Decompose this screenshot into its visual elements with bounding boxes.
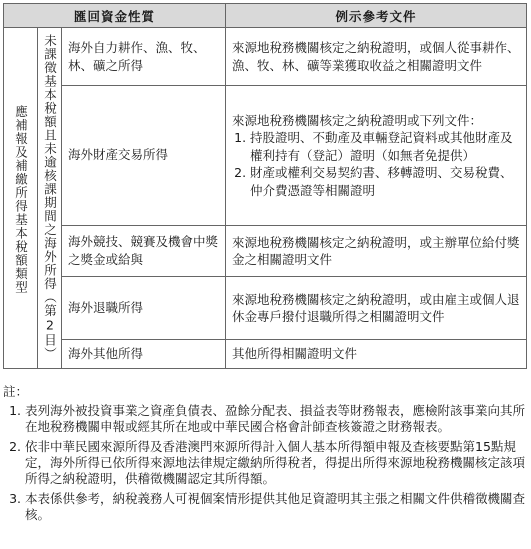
note-item: 2. 依非中華民國來源所得及香港澳門來源所得計入個人基本所得額申報及查核要點第15點規定，海外所得已依所得來源地法律規定繳納所得稅者，得提出所得來源地稅務機關核定該項所得之納稅證明，供稽徵機關認定其所得額。 [25,439,527,487]
income-type-cell: 海外財產交易所得 [62,86,226,225]
table-row [4,86,527,225]
note-item: 1. 表列海外被投資事業之資產負債表、盈餘分配表、損益表等財務報表，應檢附該事業向其所在地稅務機關申報或經其所在地或中華民國合格會計師查核簽證之財務報表。 [25,403,527,435]
header-reference-docs: 例示參考文件 [226,4,527,28]
subcategory-label: 未課徵基本稅額且未逾核課期間之海外所得（第2目） [42,33,58,361]
table-header-row [4,4,527,28]
income-type-cell: 海外退職所得 [62,277,226,339]
subcategory-cell [38,28,62,369]
income-type-cell: 海外其他所得 [62,339,226,368]
reference-table [3,3,527,369]
table-row [4,225,527,277]
table-row [4,277,527,339]
notes-list [3,403,527,523]
notes-heading: 註： [3,384,29,399]
category-label: 應補報及補繳所得基本稅額類型 [13,104,29,294]
category-cell [4,28,38,369]
header-income-type: 匯回資金性質 [4,4,226,28]
reference-docs-cell: 來源地稅務機關核定之納稅證明，或由雇主或個人退休金專戶撥付退職所得之相關證明文件 [226,277,527,339]
notes-section [3,384,527,527]
docs-list-item: 2. 財產或權利交易契約書、移轉證明、交易稅費、仲介費憑證等相關證明 [250,164,520,199]
docs-intro: 來源地稅務機關核定之納稅證明或下列文件： [232,112,483,128]
table-row [4,28,527,86]
income-type-cell: 海外競技、競賽及機會中獎之獎金或給與 [62,225,226,277]
reference-docs-cell: 其他所得相關證明文件 [226,339,527,368]
reference-docs-cell: 來源地稅務機關核定之納稅證明，或主辦單位給付獎金之相關證明文件 [226,225,527,277]
reference-docs-cell [226,86,527,225]
docs-list [232,129,520,199]
table-row [4,339,527,368]
note-item: 3. 本表係供參考，納稅義務人可視個案情形提供其他足資證明其主張之相關文件供稽徵機關查核。 [25,491,527,523]
income-type-cell: 海外自力耕作、漁、牧、林、礦之所得 [62,28,226,86]
reference-docs-cell: 來源地稅務機關核定之納稅證明，或個人從事耕作、漁、牧、林、礦等業獲取收益之相關證明文件 [226,28,527,86]
docs-list-item: 1. 持股證明、不動產及車輛登記資料或其他財產及權利持有（登記）證明（如無者免提供） [250,129,520,164]
